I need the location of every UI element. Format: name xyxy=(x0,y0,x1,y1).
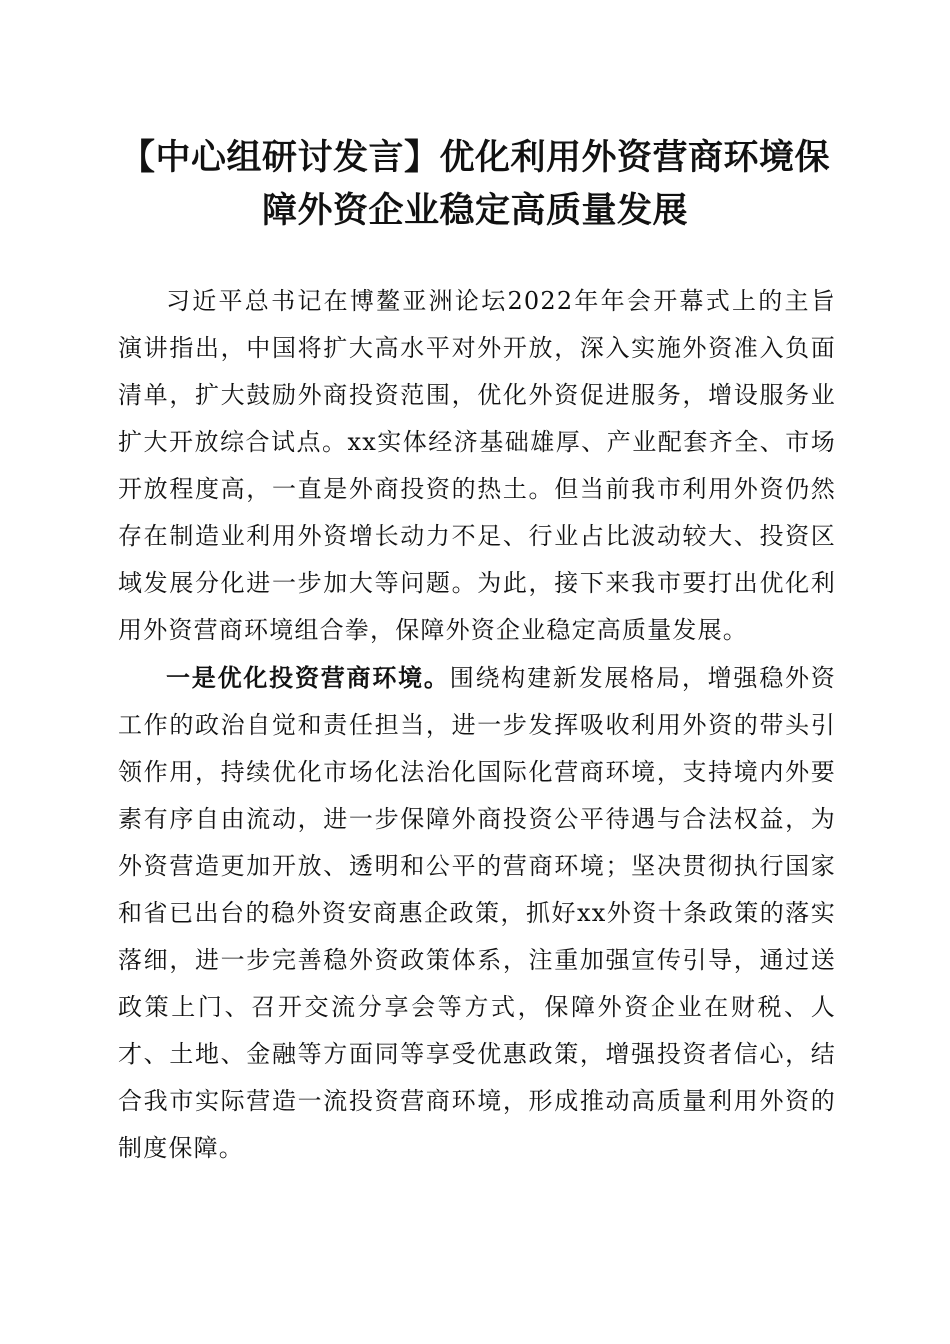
paragraph-text: 习近平总书记在博鳌亚洲论坛2022年年会开幕式上的主旨演讲指出，中国将扩大高水平对外开放，深入实施外资准入负面清单，扩大鼓励外商投资范围，优化外资促进服务，增设服务业扩大开放综合试点。xx实体经济基础雄厚、产业配套齐全、市场开放程度高，一直是外商投资的热土。但当前我市利用外资仍然存在制造业利用外资增长动力不足、行业占比波动较大、投资区域发展分化进一步加大等问题。为此，接下来我市要打出优化利用外资营商环境组合拳，保障外资企业稳定高质量发展。 xyxy=(118,287,836,644)
paragraph-intro xyxy=(118,278,836,654)
document-body xyxy=(118,278,836,1172)
paragraph-point-1 xyxy=(118,654,836,1172)
paragraph-lead: 一是优化投资营商环境。 xyxy=(166,663,450,692)
paragraph-text: 围绕构建新发展格局，增强稳外资工作的政治自觉和责任担当，进一步发挥吸收利用外资的带头引领作用，持续优化市场化法治化国际化营商环境，支持境内外要素有序自由流动，进一步保障外商投资公平待遇与合法权益，为外资营造更加开放、透明和公平的营商环境；坚决贯彻执行国家和省已出台的稳外资安商惠企政策，抓好xx外资十条政策的落实落细，进一步完善稳外资政策体系，注重加强宣传引导，通过送政策上门、召开交流分享会等方式，保障外资企业在财税、人才、土地、金融等方面同等享受优惠政策，增强投资者信心，结合我市实际营造一流投资营商环境，形成推动高质量利用外资的制度保障。 xyxy=(118,664,837,1162)
document-title xyxy=(110,132,840,238)
title-line-1: 【中心组研讨发言】优化利用外资营商环境保 xyxy=(119,138,830,178)
title-line-2: 障外资企业稳定高质量发展 xyxy=(261,191,688,231)
